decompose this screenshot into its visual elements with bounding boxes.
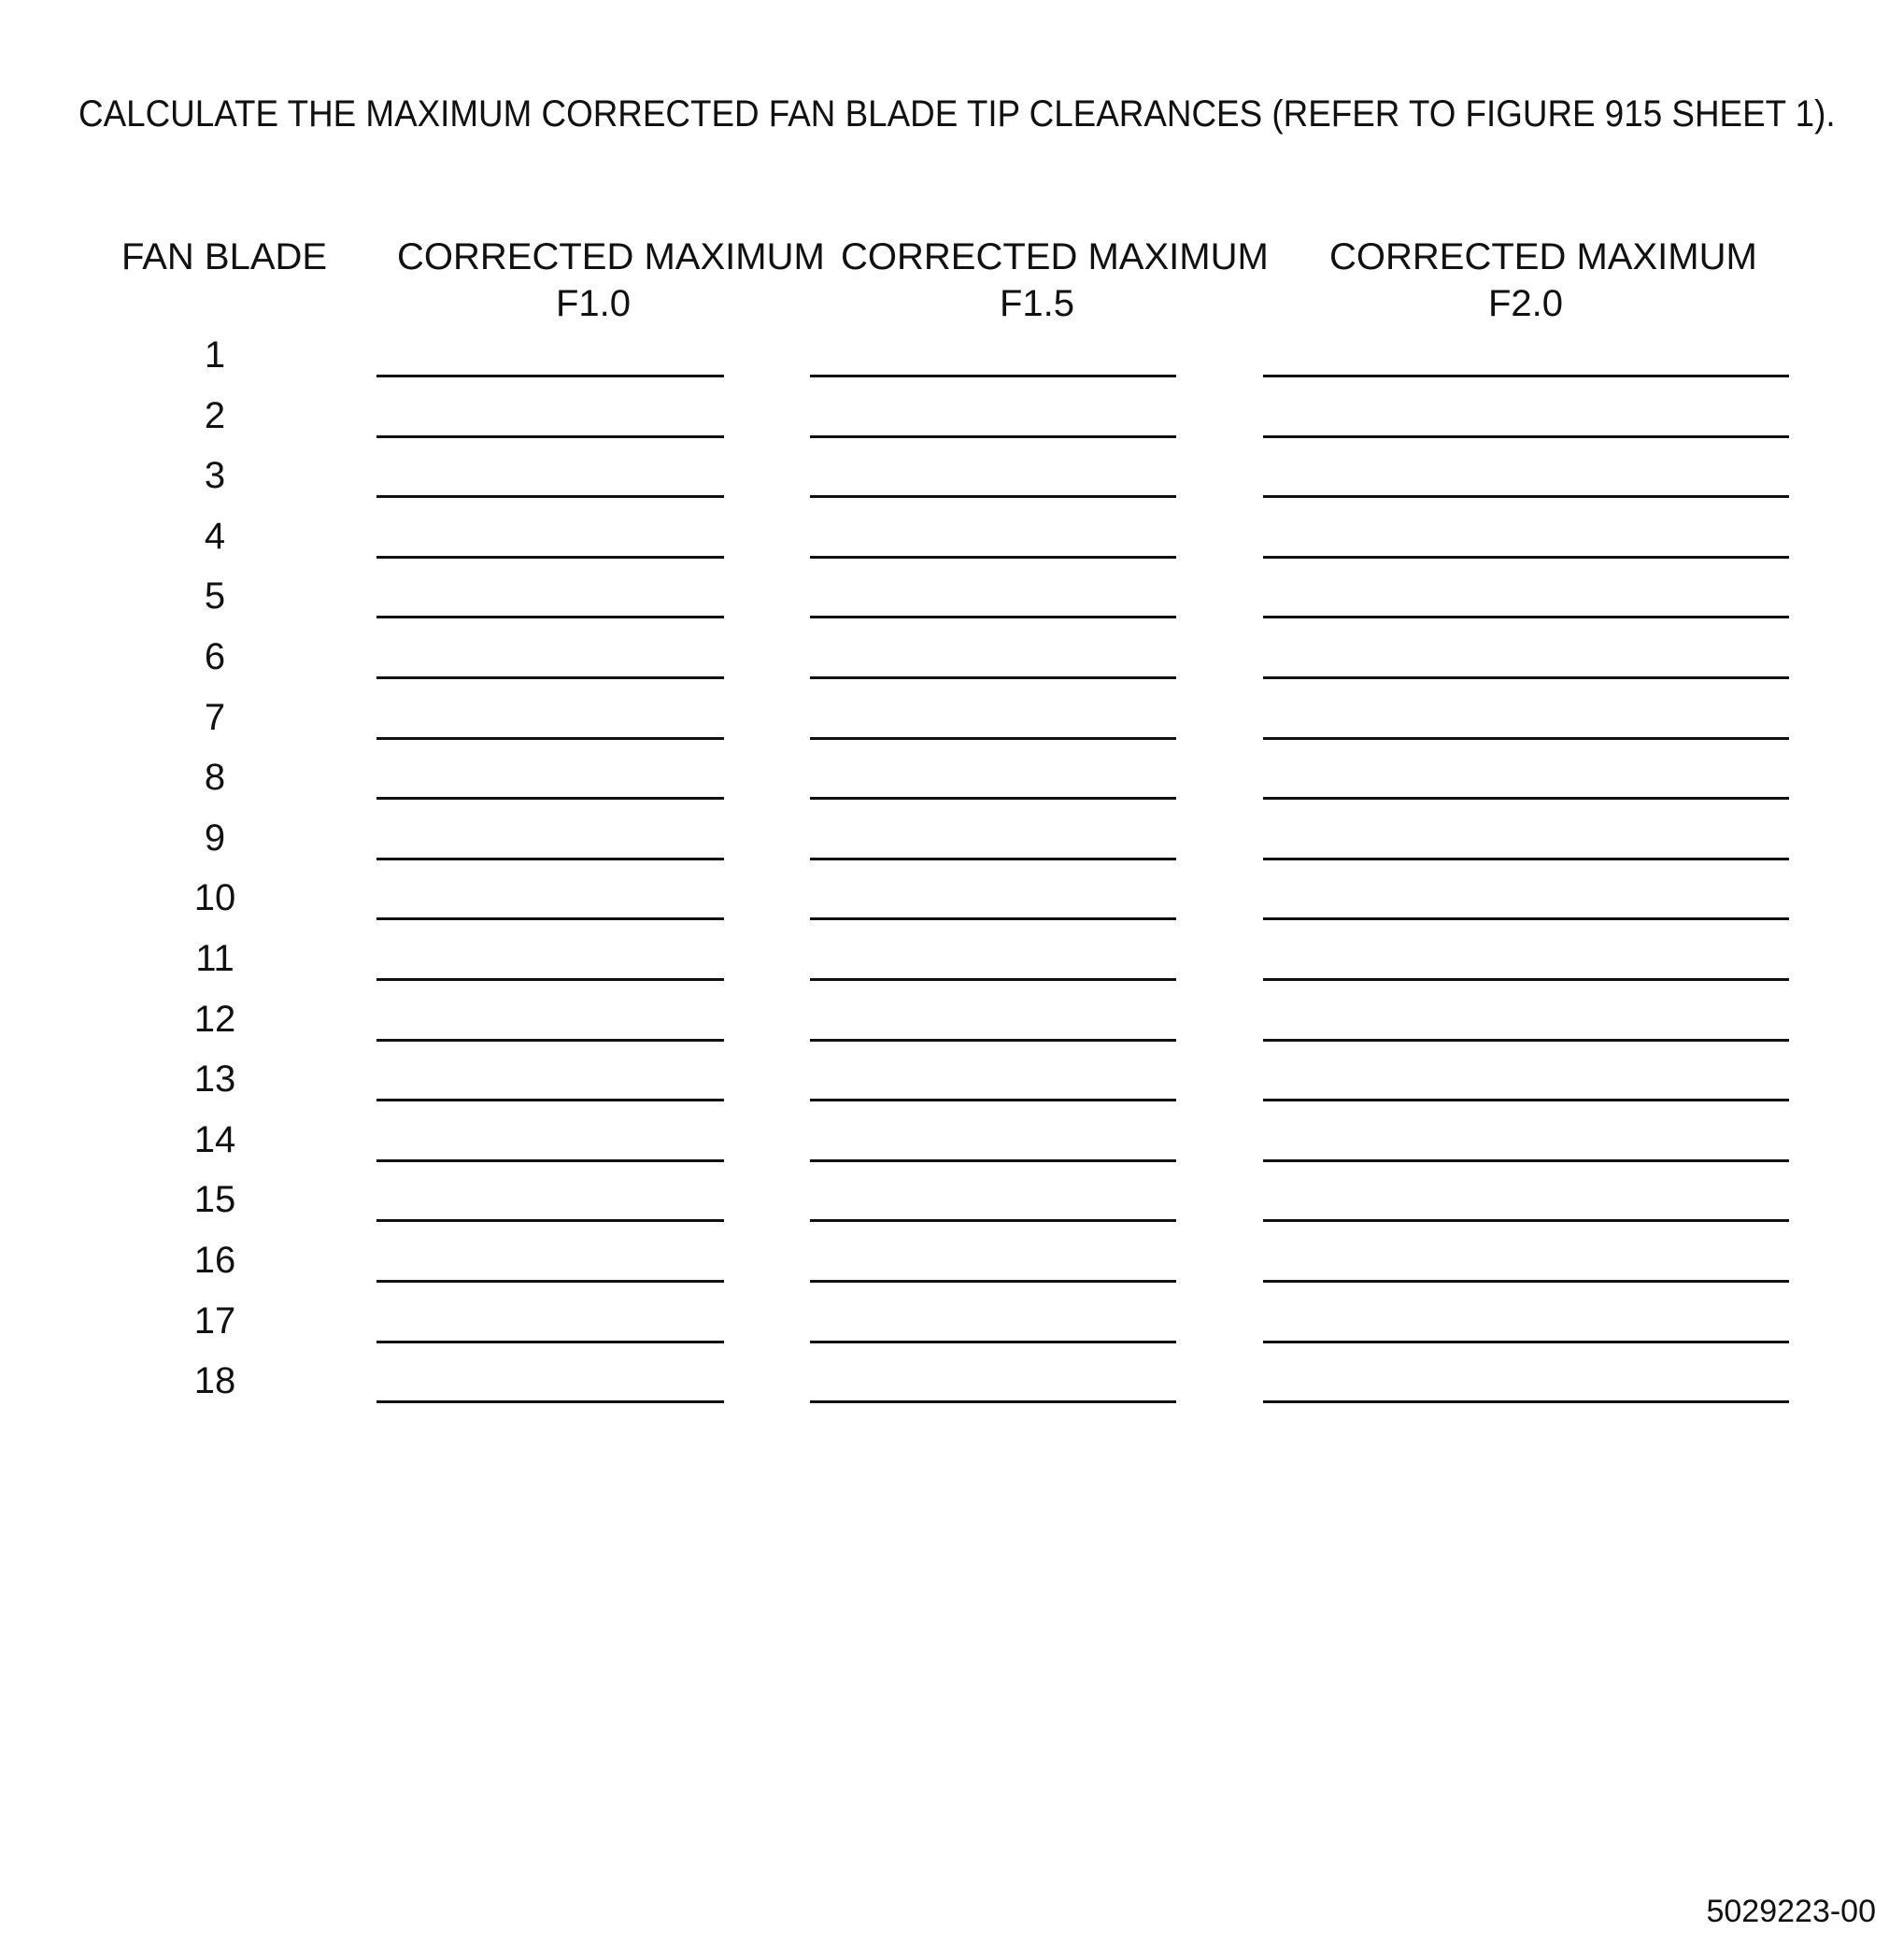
entry-line-f20[interactable] — [1263, 1280, 1789, 1283]
entry-line-f15[interactable] — [810, 1280, 1176, 1283]
entry-line-f10[interactable] — [376, 556, 724, 559]
table-row — [0, 935, 1889, 996]
entry-line-f10[interactable] — [376, 616, 724, 618]
entry-line-f15[interactable] — [810, 797, 1176, 800]
entry-line-f10[interactable] — [376, 375, 724, 377]
entry-line-f10[interactable] — [376, 1280, 724, 1283]
table-row — [0, 1176, 1889, 1237]
table-row — [0, 1298, 1889, 1358]
fan-blade-number: 8 — [204, 757, 226, 799]
entry-line-f15[interactable] — [810, 435, 1176, 438]
entry-line-f15[interactable] — [810, 1099, 1176, 1101]
fan-blade-number: 14 — [193, 1118, 236, 1160]
entry-line-f10[interactable] — [376, 858, 724, 860]
fan-blade-number: 18 — [193, 1360, 236, 1402]
entry-line-f20[interactable] — [1263, 737, 1789, 740]
entry-line-f10[interactable] — [376, 676, 724, 679]
fan-blade-number: 5 — [204, 575, 226, 618]
entry-line-f10[interactable] — [376, 1039, 724, 1042]
column-header-f20-line1: CORRECTED MAXIMUM — [1329, 236, 1757, 277]
fan-blade-number: 9 — [204, 817, 226, 859]
entry-line-f10[interactable] — [376, 1159, 724, 1162]
fan-blade-number: 7 — [204, 696, 226, 738]
entry-line-f15[interactable] — [810, 676, 1176, 679]
entry-line-f10[interactable] — [376, 1099, 724, 1101]
entry-line-f20[interactable] — [1263, 495, 1789, 498]
entry-line-f10[interactable] — [376, 797, 724, 800]
table-row — [0, 1237, 1889, 1298]
entry-line-f10[interactable] — [376, 1400, 724, 1403]
entry-line-f15[interactable] — [810, 1400, 1176, 1403]
fan-blade-number: 16 — [193, 1240, 236, 1281]
entry-line-f15[interactable] — [810, 1219, 1176, 1222]
column-header-f10-line1: CORRECTED MAXIMUM — [397, 236, 825, 277]
figure-id: 5029223-00 — [1706, 1894, 1876, 1929]
fan-blade-number: 3 — [204, 455, 226, 497]
entry-line-f10[interactable] — [376, 737, 724, 740]
table-row — [0, 815, 1889, 875]
entry-line-f15[interactable] — [810, 917, 1176, 920]
table-row — [0, 513, 1889, 574]
entry-line-f15[interactable] — [810, 858, 1176, 860]
entry-line-f20[interactable] — [1263, 1400, 1789, 1403]
table-row — [0, 452, 1889, 513]
table-row — [0, 392, 1889, 453]
column-header-f20 — [1329, 234, 1757, 327]
fan-blade-number: 10 — [193, 877, 236, 919]
fan-blade-number: 6 — [204, 636, 226, 677]
column-header-fan-blade-label: FAN BLADE — [121, 236, 328, 277]
entry-line-f15[interactable] — [810, 1341, 1176, 1343]
entry-line-f15[interactable] — [810, 737, 1176, 740]
entry-line-f20[interactable] — [1263, 978, 1789, 981]
entry-line-f10[interactable] — [376, 435, 724, 438]
instruction-text: CALCULATE THE MAXIMUM CORRECTED FAN BLADE TIP CLEARANCES (REFER TO FIGURE 915 SHEET 1). — [78, 93, 1836, 135]
entry-line-f10[interactable] — [376, 1341, 724, 1343]
entry-line-f20[interactable] — [1263, 1099, 1789, 1101]
table-row — [0, 633, 1889, 694]
table-row — [0, 874, 1889, 935]
entry-line-f20[interactable] — [1263, 616, 1789, 618]
entry-line-f20[interactable] — [1263, 1159, 1789, 1162]
entry-line-f20[interactable] — [1263, 1039, 1789, 1042]
entry-line-f15[interactable] — [810, 978, 1176, 981]
entry-line-f10[interactable] — [376, 978, 724, 981]
column-header-f10-line2: F1.0 — [555, 283, 632, 324]
entry-line-f15[interactable] — [810, 375, 1176, 377]
entry-line-f20[interactable] — [1263, 556, 1789, 559]
column-header-f15-line2: F1.5 — [999, 283, 1075, 324]
entry-line-f15[interactable] — [810, 556, 1176, 559]
entry-line-f20[interactable] — [1263, 676, 1789, 679]
fan-blade-number: 2 — [204, 394, 226, 436]
entry-line-f20[interactable] — [1263, 858, 1789, 860]
entry-line-f20[interactable] — [1263, 375, 1789, 377]
fan-blade-number: 11 — [195, 938, 234, 979]
entry-line-f10[interactable] — [376, 495, 724, 498]
fan-blade-number: 1 — [204, 334, 226, 376]
entry-line-f15[interactable] — [810, 1159, 1176, 1162]
entry-line-f20[interactable] — [1263, 797, 1789, 800]
entry-line-f20[interactable] — [1263, 435, 1789, 438]
fan-blade-number: 17 — [193, 1300, 236, 1342]
table-row — [0, 332, 1889, 392]
entry-line-f15[interactable] — [810, 495, 1176, 498]
table-row — [0, 996, 1889, 1057]
column-header-f15-line1: CORRECTED MAXIMUM — [841, 236, 1269, 277]
column-header-f10 — [397, 234, 825, 327]
entry-line-f15[interactable] — [810, 616, 1176, 618]
entry-line-f20[interactable] — [1263, 1219, 1789, 1222]
column-header-f15 — [841, 234, 1269, 327]
entry-line-f10[interactable] — [376, 917, 724, 920]
column-header-f20-line2: F2.0 — [1487, 283, 1564, 324]
table-row — [0, 1357, 1889, 1418]
fan-blade-number: 15 — [193, 1179, 236, 1221]
entry-line-f20[interactable] — [1263, 1341, 1789, 1343]
fan-blade-number: 13 — [193, 1058, 236, 1101]
table-row — [0, 573, 1889, 633]
entry-line-f10[interactable] — [376, 1219, 724, 1222]
entry-line-f20[interactable] — [1263, 917, 1789, 920]
table-row — [0, 754, 1889, 815]
table-row — [0, 1056, 1889, 1116]
fan-blade-number: 4 — [204, 515, 226, 557]
fan-blade-number: 12 — [193, 998, 236, 1040]
column-header-fan-blade — [121, 234, 328, 280]
entry-line-f15[interactable] — [810, 1039, 1176, 1042]
table-row — [0, 694, 1889, 755]
table-row — [0, 1116, 1889, 1177]
